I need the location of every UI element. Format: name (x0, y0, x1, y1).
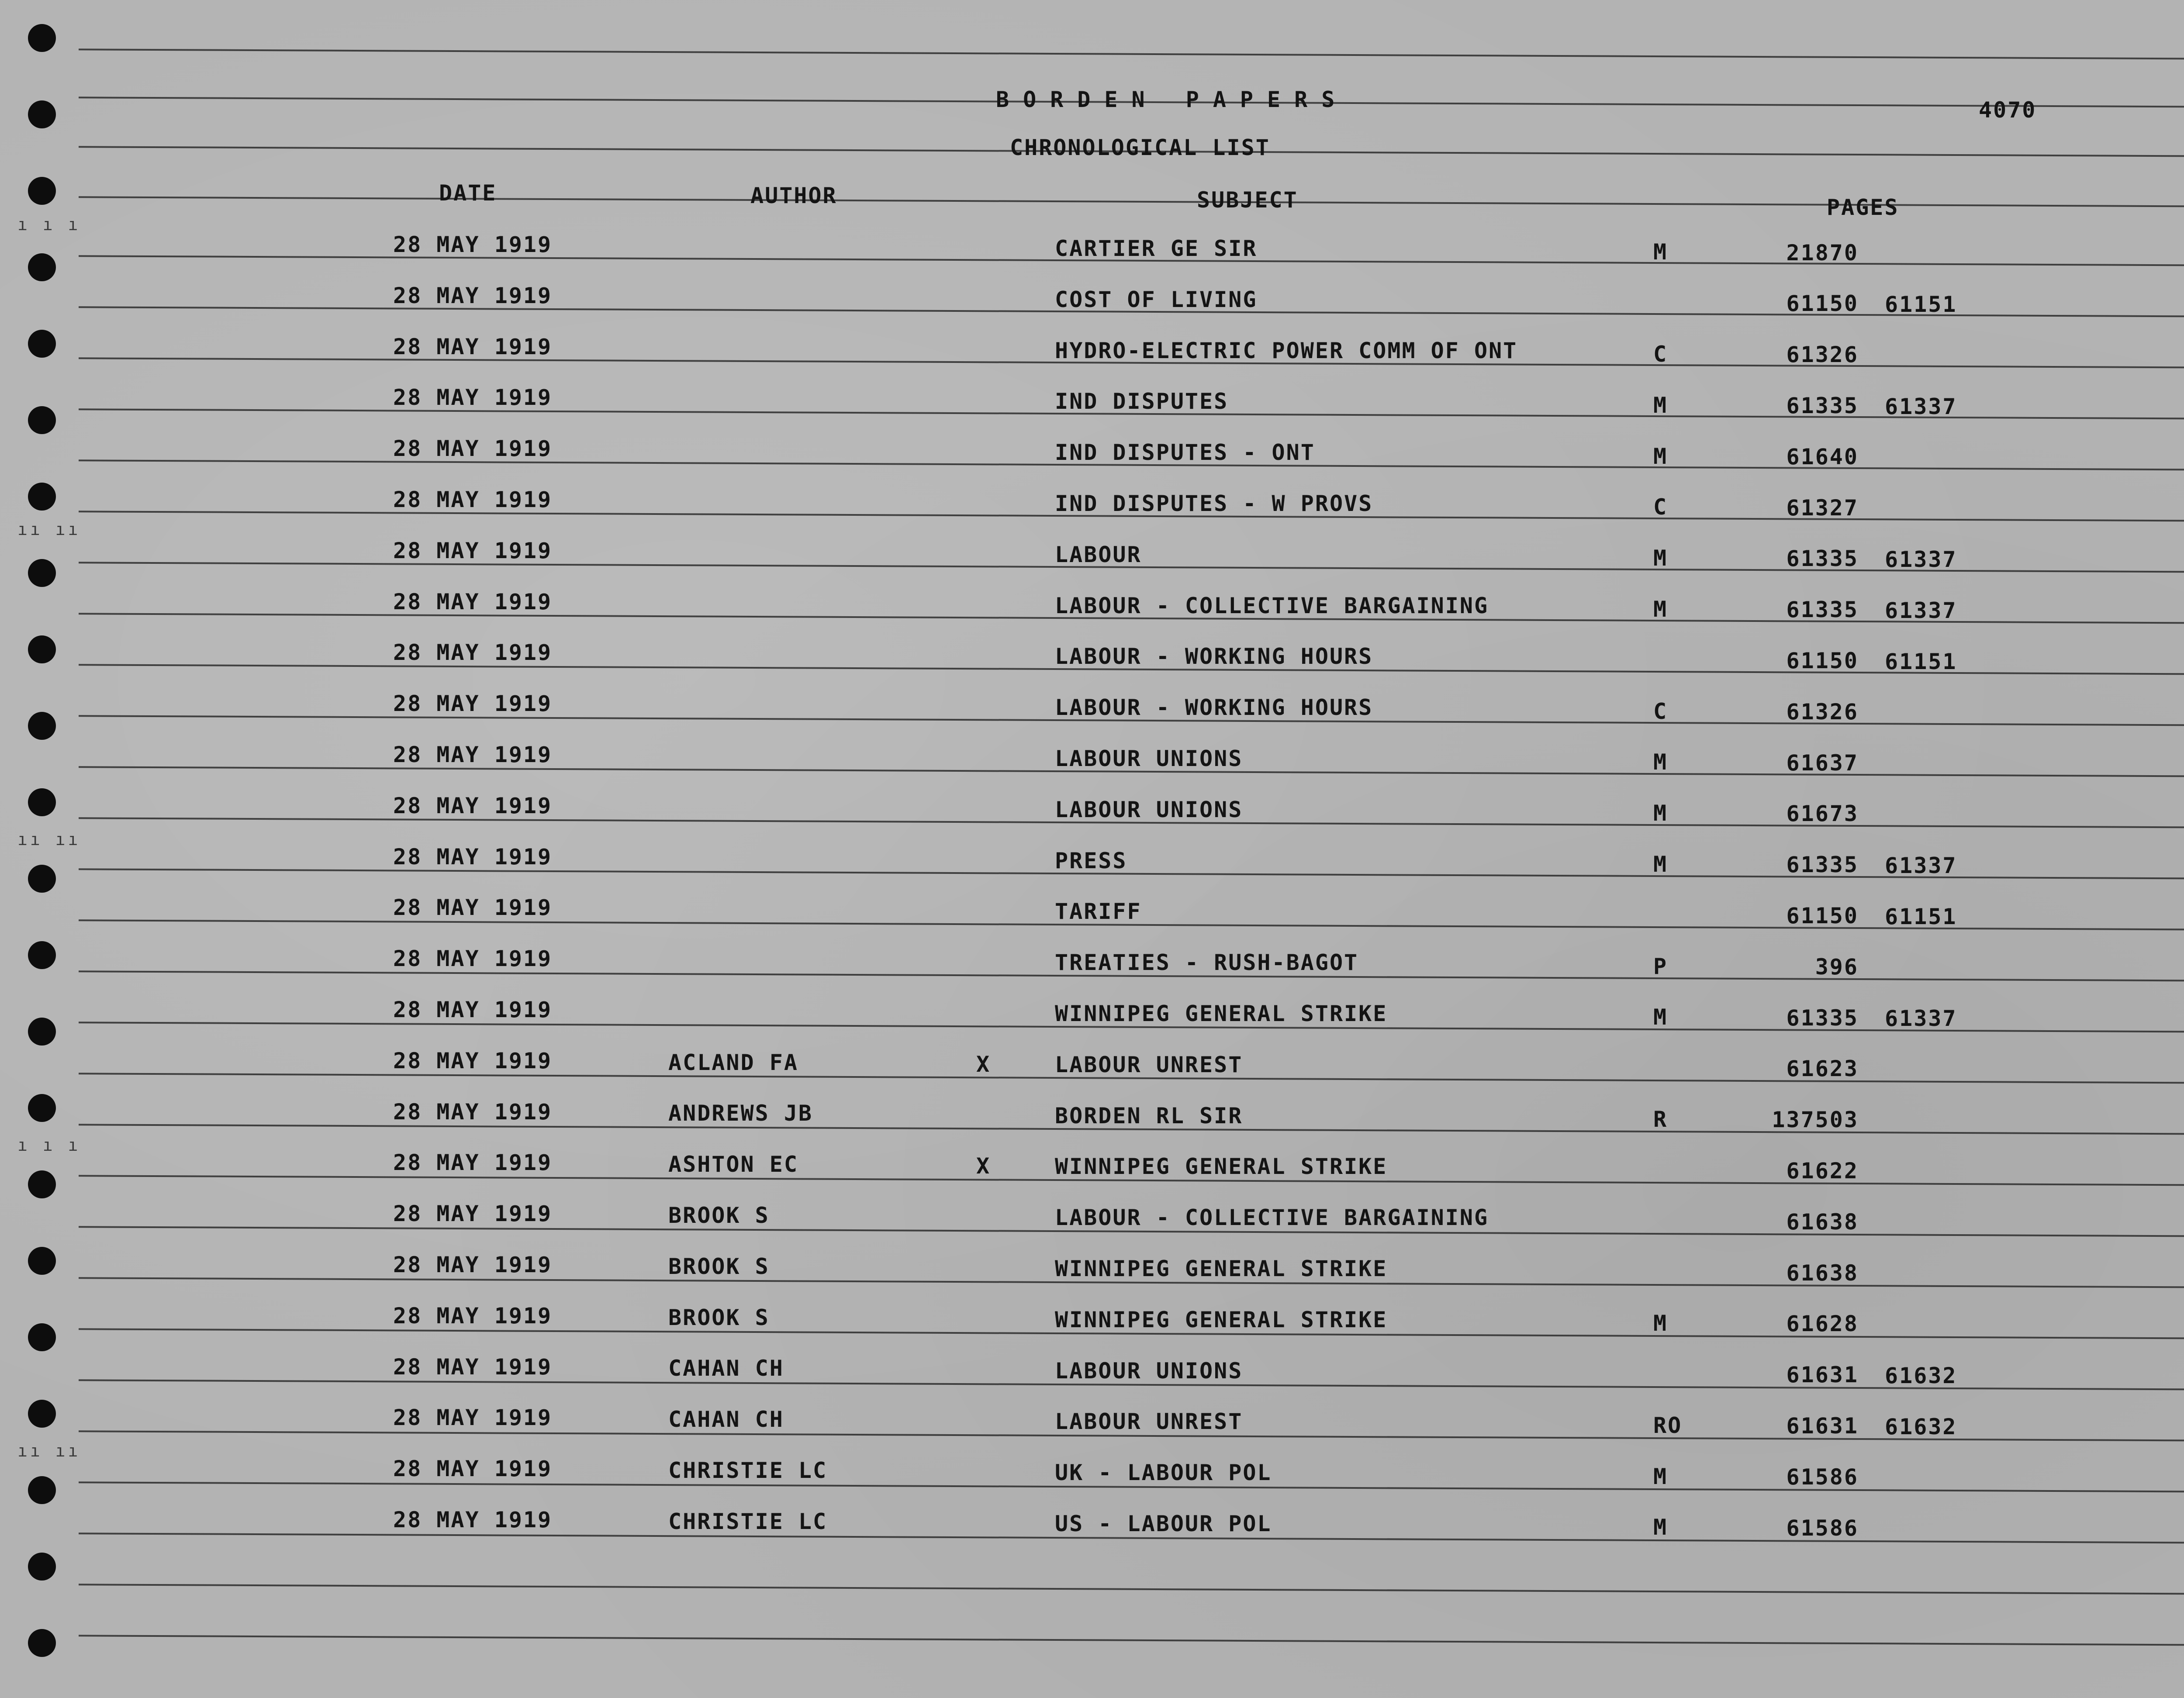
cell-page-start: 61638 (1786, 1260, 1859, 1286)
cell-subject: WINNIPEG GENERAL STRIKE (1055, 1307, 1388, 1332)
cell-type: M (1653, 545, 1668, 571)
cell-subject: LABOUR - COLLECTIVE BARGAINING (1055, 593, 1489, 618)
cell-x-flag: X (976, 1051, 991, 1077)
cell-subject: TREATIES - RUSH-BAGOT (1055, 950, 1359, 976)
feed-hole (28, 1323, 56, 1351)
feed-hole (28, 865, 56, 893)
cell-date: 28 MAY 1919 (393, 895, 553, 921)
cell-page-start: 61631 (1786, 1362, 1859, 1388)
cell-subject: LABOUR UNREST (1055, 1052, 1243, 1077)
cell-subject: BORDEN RL SIR (1055, 1103, 1243, 1129)
cell-type: M (1653, 1004, 1668, 1030)
feed-hole (28, 712, 56, 740)
cell-subject: LABOUR UNIONS (1055, 797, 1243, 822)
cell-page-start: 61586 (1786, 1464, 1859, 1490)
cell-author: CAHAN CH (668, 1407, 784, 1432)
cell-subject: LABOUR UNIONS (1055, 1358, 1243, 1384)
cell-date: 28 MAY 1919 (393, 589, 553, 614)
cell-type: M (1653, 1311, 1668, 1336)
cell-subject: LABOUR UNREST (1055, 1409, 1243, 1435)
cell-page-start: 61335 (1786, 852, 1859, 878)
cell-page-end: 61632 (1885, 1363, 1957, 1389)
cell-date: 28 MAY 1919 (393, 1150, 553, 1176)
cell-page-start: 61673 (1786, 801, 1859, 827)
feed-hole (28, 1400, 56, 1428)
cell-date: 28 MAY 1919 (393, 538, 553, 563)
cell-date: 28 MAY 1919 (393, 1303, 553, 1329)
cell-author: ASHTON EC (668, 1152, 798, 1177)
cell-date: 28 MAY 1919 (393, 1354, 553, 1380)
feed-hole (28, 1629, 56, 1657)
cell-date: 28 MAY 1919 (393, 946, 553, 972)
cell-author: BROOK S (668, 1202, 770, 1228)
cell-type: M (1653, 392, 1668, 418)
cell-date: 28 MAY 1919 (393, 232, 553, 257)
cell-page-start: 61335 (1786, 1005, 1859, 1031)
column-header-author: AUTHOR (750, 183, 837, 208)
ruled-line (79, 48, 2184, 60)
cell-page-start: 61628 (1786, 1311, 1859, 1337)
cell-date: 28 MAY 1919 (393, 742, 553, 767)
margin-mark: ı ı ı (17, 1135, 81, 1155)
document-subtitle: CHRONOLOGICAL LIST (1010, 135, 1270, 160)
cell-page-start: 137503 (1772, 1107, 1859, 1133)
cell-page-start: 61326 (1786, 699, 1859, 725)
cell-page-start: 61623 (1786, 1056, 1859, 1082)
cell-author: ACLAND FA (668, 1049, 798, 1075)
feed-hole (28, 788, 56, 816)
margin-mark: ı ı ı (17, 215, 81, 234)
cell-x-flag: X (976, 1153, 991, 1179)
margin-mark: ıı ıı (17, 1441, 81, 1460)
cell-date: 28 MAY 1919 (393, 1099, 553, 1125)
margin-mark: ıı ıı (17, 520, 81, 539)
cell-date: 28 MAY 1919 (393, 436, 553, 462)
cell-date: 28 MAY 1919 (393, 844, 553, 870)
cell-author: CHRISTIE LC (668, 1457, 828, 1483)
feed-hole (28, 559, 56, 587)
feed-hole (28, 406, 56, 434)
cell-type: M (1653, 1515, 1668, 1540)
feed-hole (28, 941, 56, 969)
cell-subject: CARTIER GE SIR (1055, 236, 1258, 262)
cell-type: RO (1653, 1412, 1683, 1438)
cell-date: 28 MAY 1919 (393, 334, 553, 359)
cell-author: CAHAN CH (668, 1356, 784, 1381)
feed-hole (28, 483, 56, 511)
page-number: 4070 (1979, 97, 2037, 123)
cell-subject: COST OF LIVING (1055, 286, 1258, 312)
cell-page-start: 61335 (1786, 546, 1859, 572)
cell-type: M (1653, 596, 1668, 622)
cell-page-start: 21870 (1786, 240, 1859, 266)
cell-author: BROOK S (668, 1305, 770, 1330)
cell-date: 28 MAY 1919 (393, 487, 553, 512)
ruled-line (79, 1635, 2184, 1646)
cell-subject: WINNIPEG GENERAL STRIKE (1055, 1154, 1388, 1180)
cell-subject: PRESS (1055, 848, 1127, 873)
cell-subject: HYDRO-ELECTRIC POWER COMM OF ONT (1055, 338, 1518, 363)
feed-hole (28, 1247, 56, 1275)
ruled-line (79, 868, 2184, 880)
feed-hole (28, 1094, 56, 1122)
cell-type: M (1653, 749, 1668, 775)
feed-hole (28, 635, 56, 663)
cell-type: C (1653, 341, 1668, 367)
cell-page-start: 61150 (1786, 648, 1859, 673)
cell-subject: LABOUR UNIONS (1055, 746, 1243, 772)
cell-type: C (1653, 698, 1668, 724)
cell-subject: WINNIPEG GENERAL STRIKE (1055, 1001, 1388, 1027)
cell-subject: LABOUR (1055, 542, 1142, 567)
cell-date: 28 MAY 1919 (393, 793, 553, 818)
cell-page-end: 61151 (1885, 292, 1957, 318)
cell-date: 28 MAY 1919 (393, 1456, 553, 1482)
cell-page-end: 61337 (1885, 853, 1957, 879)
feed-hole (28, 100, 56, 128)
cell-page-start: 61638 (1786, 1209, 1859, 1235)
cell-page-start: 61150 (1786, 903, 1859, 928)
cell-page-start: 61640 (1786, 444, 1859, 469)
cell-type: P (1653, 953, 1668, 979)
cell-subject: LABOUR - WORKING HOURS (1055, 644, 1373, 670)
cell-date: 28 MAY 1919 (393, 691, 553, 717)
column-header-date: DATE (439, 180, 497, 206)
cell-subject: UK - LABOUR POL (1055, 1460, 1272, 1486)
cell-page-end: 61337 (1885, 598, 1957, 624)
column-header-subject: SUBJECT (1197, 187, 1298, 213)
feed-hole (28, 253, 56, 281)
cell-date: 28 MAY 1919 (393, 283, 553, 308)
cell-page-end: 61337 (1885, 393, 1957, 419)
cell-page-end: 61151 (1885, 649, 1957, 674)
cell-date: 28 MAY 1919 (393, 385, 553, 411)
feed-hole (28, 1018, 56, 1046)
feed-hole (28, 1476, 56, 1504)
cell-page-start: 61335 (1786, 597, 1859, 623)
cell-page-start: 61586 (1786, 1515, 1859, 1541)
cell-page-start: 61637 (1786, 750, 1859, 776)
cell-page-end: 61151 (1885, 904, 1957, 929)
cell-subject: IND DISPUTES - ONT (1055, 440, 1315, 466)
cell-page-start: 61631 (1786, 1413, 1859, 1439)
feed-hole (28, 24, 56, 52)
cell-subject: WINNIPEG GENERAL STRIKE (1055, 1256, 1388, 1282)
cell-subject: LABOUR - COLLECTIVE BARGAINING (1055, 1205, 1489, 1231)
cell-author: ANDREWS JB (668, 1101, 813, 1126)
cell-type: C (1653, 494, 1668, 520)
cell-page-start: 61150 (1786, 291, 1859, 317)
cell-subject: LABOUR - WORKING HOURS (1055, 695, 1373, 721)
feed-hole (28, 177, 56, 205)
document-title: BORDEN PAPERS (996, 87, 1349, 112)
cell-date: 28 MAY 1919 (393, 1048, 553, 1073)
cell-page-start: 61326 (1786, 342, 1859, 368)
margin-mark: ıı ıı (17, 830, 81, 849)
cell-type: R (1653, 1106, 1668, 1132)
cell-author: CHRISTIE LC (668, 1508, 828, 1534)
cell-page-start: 61622 (1786, 1158, 1859, 1184)
cell-page-start: 396 (1815, 954, 1859, 980)
cell-type: M (1653, 851, 1668, 877)
ruled-line (79, 1584, 2184, 1595)
feed-hole (28, 330, 56, 358)
cell-subject: TARIFF (1055, 899, 1142, 925)
cell-date: 28 MAY 1919 (393, 1201, 553, 1227)
cell-date: 28 MAY 1919 (393, 1252, 553, 1277)
column-header-pages: PAGES (1827, 195, 1899, 220)
cell-subject: IND DISPUTES (1055, 389, 1229, 414)
cell-date: 28 MAY 1919 (393, 1405, 553, 1431)
cell-type: M (1653, 239, 1668, 265)
cell-page-end: 61337 (1885, 547, 1957, 573)
cell-date: 28 MAY 1919 (393, 997, 553, 1022)
feed-hole (28, 1170, 56, 1198)
cell-type: M (1653, 443, 1668, 469)
cell-date: 28 MAY 1919 (393, 1507, 553, 1532)
cell-subject: US - LABOUR POL (1055, 1511, 1272, 1537)
cell-page-start: 61335 (1786, 393, 1859, 418)
cell-page-end: 61632 (1885, 1414, 1957, 1439)
feed-hole (28, 1553, 56, 1581)
cell-date: 28 MAY 1919 (393, 640, 553, 666)
cell-type: M (1653, 1463, 1668, 1489)
cell-author: BROOK S (668, 1253, 770, 1279)
cell-page-end: 61337 (1885, 1006, 1957, 1032)
cell-type: M (1653, 801, 1668, 826)
cell-subject: IND DISPUTES - W PROVS (1055, 491, 1373, 517)
cell-page-start: 61327 (1786, 495, 1859, 521)
